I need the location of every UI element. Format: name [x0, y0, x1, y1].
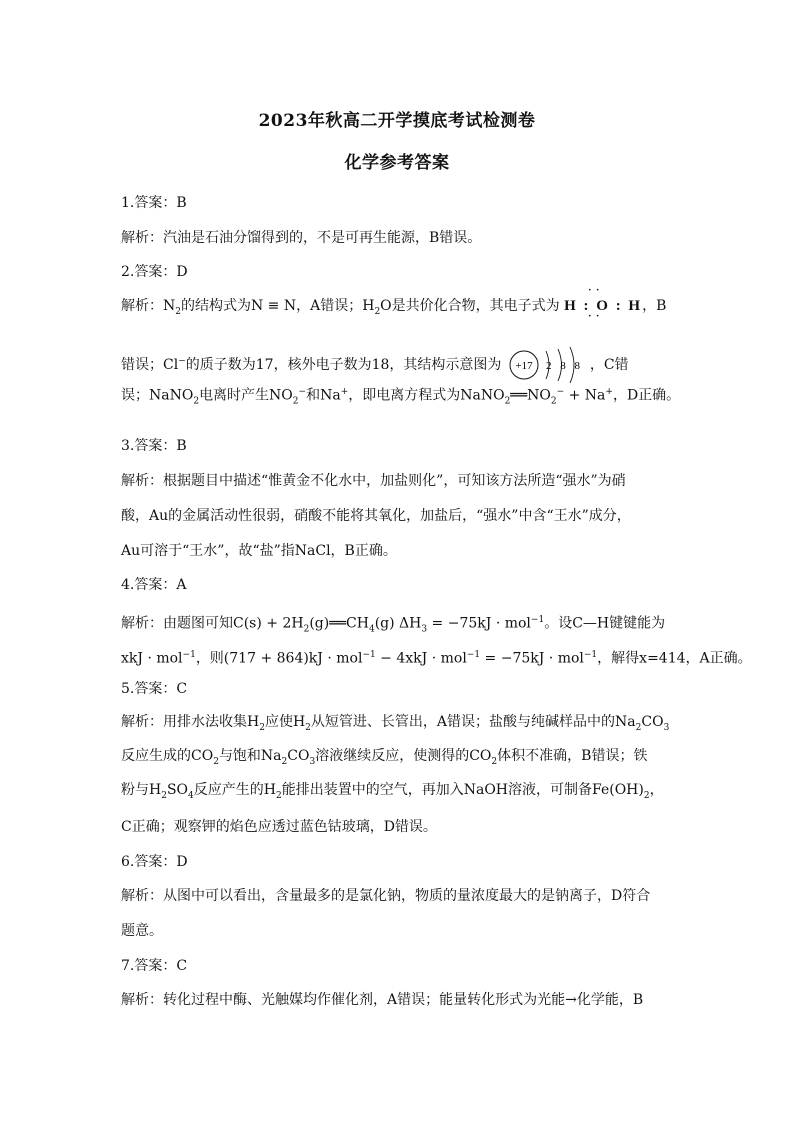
q6-analysis-line1: 解析：从图中可以看出，含量最多的是氯化钠，物质的量浓度最大的是钠离子，D符合: [121, 888, 651, 904]
q4-analysis-line2: xkJ · mol$^{-1}$，则(717 + 864)kJ · mol$^{-1}$ − 4xkJ · mol$^{-1}$ = −75kJ · mol$^{-1}$，解得x=414，A正确。: [121, 650, 752, 667]
q5-analysis-line1: 解析：用排水法收集$H_2$应使$H_2$从短管进、长管出，A错误；盐酸与纯碱样品中的$Na_2CO_3$: [121, 714, 670, 733]
q1-analysis: 解析：汽油是石油分馏得到的，不是可再生能源，B错误。: [121, 230, 482, 246]
chloride-ion-structure-diagram: [508, 345, 588, 385]
q5-analysis-line3: 粉与$H_2SO_4$反应产生的$H_2$能排出装置中的空气，再加入NaOH溶液，可制备$Fe(OH)_2$，: [121, 782, 664, 801]
water-lewis-structure: · · H : O : H · ·: [564, 285, 643, 322]
q3-analysis-line1: 解析：根据题目中描述“惟黄金不化水中，加盐则化”，可知该方法所造“强水”为硝: [121, 473, 626, 489]
q1-answer: 1.答案：B: [121, 195, 187, 211]
q2-analysis-line3: 误；NaNO$_2$电离时产生$NO_2^-$和Na+，即电离方程式为$NaNO_2══NO_2^- + Na^+$，D正确。: [121, 387, 681, 407]
q6-analysis-line2: 题意。: [121, 923, 163, 939]
q7-answer: 7.答案：C: [121, 958, 188, 974]
q4-answer: 4.答案：A: [121, 577, 187, 593]
q5-analysis-line2: 反应生成的$CO_2$与饱和$Na_2CO_3$溶液继续反应，使测得的$CO_2$体积不准确，B错误；铁: [121, 748, 648, 767]
page-title: 2023年秋高二开学摸底考试检测卷: [258, 111, 536, 131]
q5-analysis-line4: C正确；观察钾的焰色应透过蓝色钴玻璃，D错误。: [121, 819, 437, 835]
q6-answer: 6.答案：D: [121, 854, 188, 870]
page-subtitle: 化学参考答案: [344, 153, 450, 173]
q7-analysis-line1: 解析：转化过程中酶、光触媒均作催化剂，A错误；能量转化形式为光能→化学能，B: [121, 992, 644, 1008]
q3-analysis-line3: Au可溶于“王水”，故“盐”指NaCl，B正确。: [121, 543, 397, 559]
q2-answer: 2.答案：D: [121, 264, 188, 280]
q3-answer: 3.答案：B: [121, 438, 187, 454]
q4-analysis-line1: 解析：由题图可知$C(s) + 2H_2(g)══CH_4(g) \Delta H_3 = -75kJ \cdot mol^{-1}$。设C—H键键能为: [121, 615, 666, 635]
nucleus-charge: +17: [515, 360, 533, 372]
q2-analysis-line2: 错误；Cl−的质子数为17，核外电子数为18，其结构示意图为 +17 2 8 8 ，C错: [121, 345, 677, 385]
q2-analysis-line1: 解析：$N_2$的结构式为N ≡ N，A错误；$H_2O$是共价化合物，其电子式为 · · H : O : H · · ，B: [121, 285, 667, 322]
q3-analysis-line2: 酸，Au的金属活动性很弱，硝酸不能将其氧化，加盐后，“强水”中含“王水”成分，: [121, 508, 631, 524]
q5-answer: 5.答案：C: [121, 681, 188, 697]
electron-shells: 2 8 8: [545, 360, 583, 372]
